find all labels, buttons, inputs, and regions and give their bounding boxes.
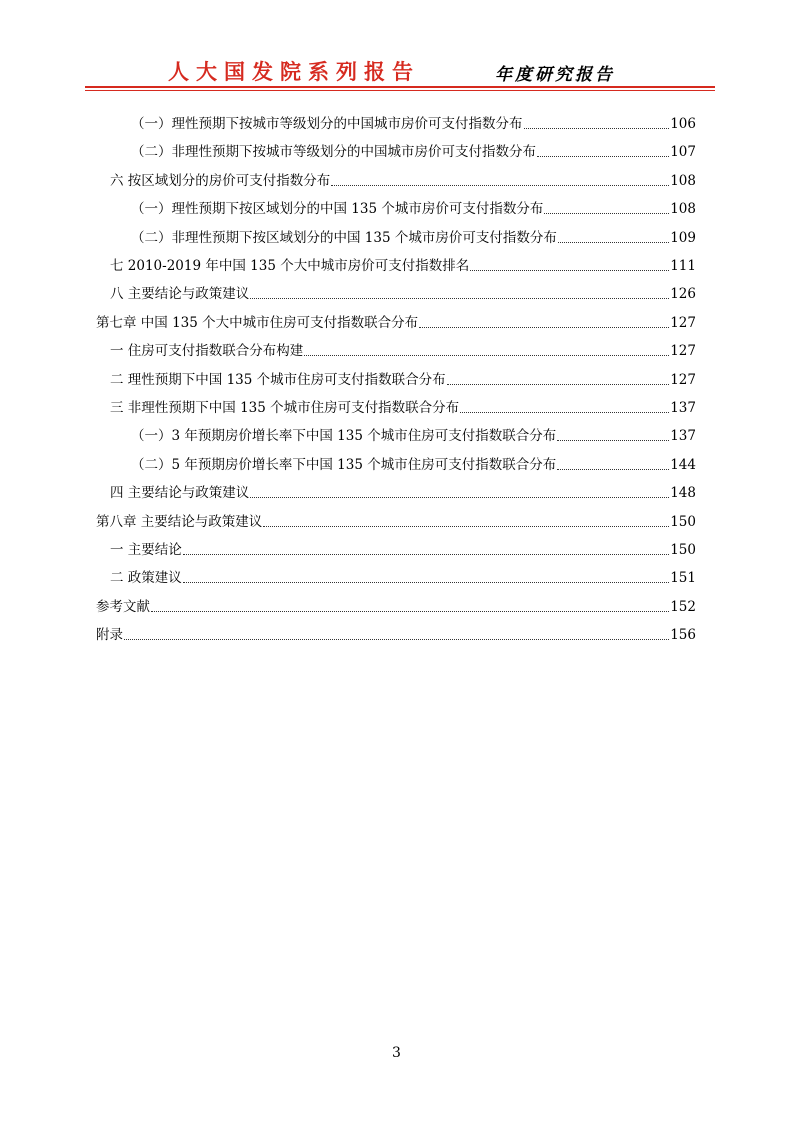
toc-entry-page: 156 (670, 627, 696, 644)
toc-entry-page: 150 (670, 542, 696, 558)
toc-entry[interactable] (110, 254, 696, 278)
toc-entry-title: （一）理性预期下按城市等级划分的中国城市房价可支付指数分布 (131, 116, 523, 132)
toc-entry-page: 127 (670, 314, 696, 331)
toc-entry-page: 144 (670, 456, 696, 473)
toc-entry-title: （二）非理性预期下按城市等级划分的中国城市房价可支付指数分布 (131, 144, 536, 161)
header-rule-thick (85, 86, 715, 88)
toc-entry-page: 137 (670, 400, 696, 416)
toc-leader-dots (460, 396, 669, 413)
toc-entry[interactable] (110, 339, 696, 363)
toc-leader-dots (183, 538, 669, 555)
toc-leader-dots (557, 453, 669, 470)
toc-entry-page: 111 (670, 258, 696, 274)
toc-leader-dots (331, 169, 669, 186)
toc-entry-title: 六 按区域划分的房价可支付指数分布 (110, 172, 331, 189)
toc-leader-dots (151, 595, 669, 612)
toc-entry[interactable] (131, 197, 696, 221)
header-rule-thin (85, 90, 715, 91)
toc-leader-dots (544, 197, 669, 214)
toc-entry[interactable] (110, 368, 696, 392)
toc-leader-dots (537, 140, 669, 157)
toc-entry-page: 109 (670, 229, 696, 246)
toc-entry[interactable] (131, 140, 696, 164)
toc-entry[interactable] (96, 510, 696, 534)
toc-entry[interactable] (131, 424, 696, 448)
toc-entry-title: 七 2010-2019 年中国 135 个大中城市房价可支付指数排名 (110, 258, 470, 274)
toc-entry-page: 137 (670, 428, 696, 445)
toc-leader-dots (557, 424, 669, 441)
toc-entry[interactable] (110, 169, 696, 193)
toc-entry-title: 附录 (96, 627, 123, 644)
toc-leader-dots (183, 566, 669, 583)
toc-entry-title: 一 住房可支付指数联合分布构建 (110, 343, 304, 360)
toc-entry-title: 三 非理性预期下中国 135 个城市住房可支付指数联合分布 (110, 400, 460, 416)
toc-entry-title: 一 主要结论 (110, 542, 182, 558)
toc-entry-title: （一）3 年预期房价增长率下中国 135 个城市住房可支付指数联合分布 (131, 428, 557, 445)
toc-entry-page: 108 (670, 201, 696, 218)
toc-entry-page: 152 (670, 598, 696, 615)
report-type-title: 年度研究报告 (495, 65, 615, 85)
toc-entry[interactable] (96, 311, 696, 335)
page-number: 3 (392, 1045, 401, 1061)
toc-leader-dots (524, 112, 670, 129)
toc-entry-title: 第八章 主要结论与政策建议 (96, 513, 263, 530)
toc-entry-page: 127 (670, 371, 696, 388)
toc-leader-dots (419, 311, 669, 328)
toc-leader-dots (304, 339, 669, 356)
toc-leader-dots (447, 368, 670, 385)
toc-entry-page: 150 (670, 513, 696, 530)
toc-entry-title: 二 政策建议 (110, 570, 182, 587)
toc-entry-title: （二）5 年预期房价增长率下中国 135 个城市住房可支付指数联合分布 (131, 456, 557, 473)
toc-entry[interactable] (110, 282, 696, 306)
toc-entry-page: 106 (670, 116, 696, 132)
toc-entry[interactable] (110, 566, 696, 590)
toc-entry-title: （二）非理性预期下按区域划分的中国 135 个城市房价可支付指数分布 (131, 229, 557, 246)
toc-entry-title: 第七章 中国 135 个大中城市住房可支付指数联合分布 (96, 314, 419, 331)
toc-entry[interactable] (131, 226, 696, 250)
toc-entry[interactable] (110, 396, 696, 420)
toc-entry-page: 108 (670, 172, 696, 189)
toc-entry-title: 八 主要结论与政策建议 (110, 286, 250, 303)
toc-entry-page: 107 (670, 144, 696, 161)
toc-entry[interactable] (131, 453, 696, 477)
toc-entry[interactable] (96, 595, 696, 619)
toc-entry-page: 127 (670, 343, 696, 360)
toc-entry[interactable] (110, 538, 696, 562)
toc-leader-dots (558, 226, 669, 243)
toc-leader-dots (124, 623, 669, 640)
toc-entry-title: （一）理性预期下按区域划分的中国 135 个城市房价可支付指数分布 (131, 201, 544, 218)
toc-entry-title: 二 理性预期下中国 135 个城市住房可支付指数联合分布 (110, 371, 446, 388)
toc-entry[interactable] (110, 481, 696, 505)
toc-leader-dots (250, 282, 669, 299)
toc-leader-dots (470, 254, 669, 271)
toc-entry-page: 151 (670, 570, 696, 587)
toc-leader-dots (263, 510, 669, 527)
toc-entry-page: 126 (670, 286, 696, 303)
toc-leader-dots (250, 481, 669, 498)
toc-entry-title: 参考文献 (96, 598, 150, 615)
toc-entry-page: 148 (670, 485, 696, 502)
toc-entry-title: 四 主要结论与政策建议 (110, 485, 250, 502)
toc-entry[interactable] (96, 623, 696, 647)
series-title: 人大国发院系列报告 (168, 60, 420, 84)
toc-entry[interactable] (131, 112, 696, 136)
